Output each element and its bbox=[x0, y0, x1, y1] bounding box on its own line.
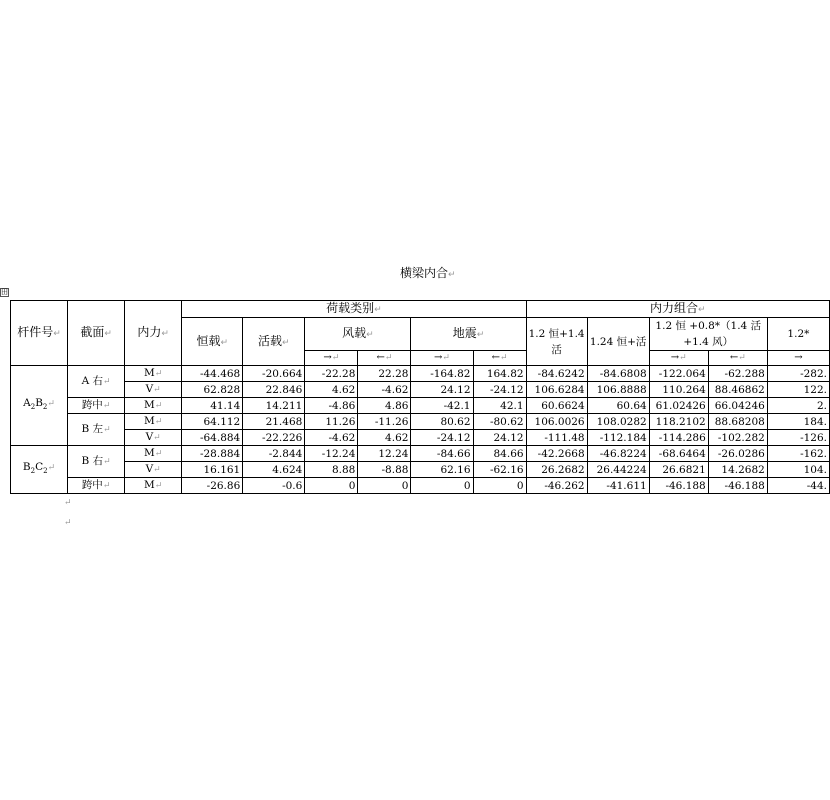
value-cell: 104. bbox=[767, 462, 829, 478]
value-cell: 122. bbox=[767, 382, 829, 398]
value-cell: 4.62 bbox=[305, 382, 358, 398]
paragraph-mark: ↵ bbox=[64, 518, 72, 528]
value-cell: 0 bbox=[411, 478, 473, 494]
value-cell: 22.846 bbox=[243, 382, 305, 398]
section-mid: 跨中↵ bbox=[68, 478, 125, 494]
value-cell: -122.064 bbox=[649, 366, 708, 382]
value-cell: 106.6284 bbox=[526, 382, 587, 398]
value-cell: -12.24 bbox=[305, 446, 358, 462]
value-cell: -46.188 bbox=[649, 478, 708, 494]
value-cell: -282. bbox=[767, 366, 829, 382]
value-cell: 24.12 bbox=[473, 430, 526, 446]
value-cell: -41.611 bbox=[587, 478, 649, 494]
value-cell: -8.88 bbox=[358, 462, 411, 478]
value-cell: 42.1 bbox=[473, 398, 526, 414]
value-cell: 14.2682 bbox=[708, 462, 767, 478]
value-cell: 61.02426 bbox=[649, 398, 708, 414]
force-cell: M↵ bbox=[125, 446, 182, 462]
value-cell: -84.6242 bbox=[526, 366, 587, 382]
value-cell: 12.24 bbox=[358, 446, 411, 462]
value-cell: 24.12 bbox=[411, 382, 473, 398]
value-cell: 41.14 bbox=[182, 398, 243, 414]
value-cell: -11.26 bbox=[358, 414, 411, 430]
header-wind: 风载↵ bbox=[305, 318, 411, 351]
value-cell: 21.468 bbox=[243, 414, 305, 430]
value-cell: 11.26 bbox=[305, 414, 358, 430]
value-cell: 60.6624 bbox=[526, 398, 587, 414]
section-b-right: B 右↵ bbox=[68, 446, 125, 478]
value-cell: -102.282 bbox=[708, 430, 767, 446]
header-comb4: 1.2* bbox=[767, 318, 829, 351]
value-cell: -28.884 bbox=[182, 446, 243, 462]
value-cell: 80.62 bbox=[411, 414, 473, 430]
force-cell: M↵ bbox=[125, 366, 182, 382]
value-cell: -44. bbox=[767, 478, 829, 494]
section-a-right: A 右↵ bbox=[68, 366, 125, 398]
value-cell: 88.68208 bbox=[708, 414, 767, 430]
value-cell: 108.0282 bbox=[587, 414, 649, 430]
value-cell: 2. bbox=[767, 398, 829, 414]
beam-force-table bbox=[10, 300, 830, 494]
header-live: 活载↵ bbox=[243, 318, 305, 366]
value-cell: 62.16 bbox=[411, 462, 473, 478]
comb3-right-arrow-icon: →↵ bbox=[649, 351, 708, 366]
paragraph-mark: ↵ bbox=[64, 498, 72, 508]
header-dead: 恒载↵ bbox=[182, 318, 243, 366]
value-cell: -84.6808 bbox=[587, 366, 649, 382]
force-cell: V↵ bbox=[125, 382, 182, 398]
value-cell: 164.82 bbox=[473, 366, 526, 382]
value-cell: -80.62 bbox=[473, 414, 526, 430]
value-cell: 0 bbox=[473, 478, 526, 494]
value-cell: -26.0286 bbox=[708, 446, 767, 462]
value-cell: -84.66 bbox=[411, 446, 473, 462]
value-cell: 110.264 bbox=[649, 382, 708, 398]
value-cell: -112.184 bbox=[587, 430, 649, 446]
header-load-type: 荷载类别↵ bbox=[182, 301, 526, 318]
value-cell: 26.2682 bbox=[526, 462, 587, 478]
value-cell: -26.86 bbox=[182, 478, 243, 494]
value-cell: -20.664 bbox=[243, 366, 305, 382]
header-comb3: 1.2 恒 +0.8*（1.4 活+1.4 风） bbox=[649, 318, 767, 351]
value-cell: 84.66 bbox=[473, 446, 526, 462]
table-row bbox=[11, 478, 830, 494]
table-row bbox=[11, 398, 830, 414]
wind-right-arrow-icon: →↵ bbox=[305, 351, 358, 366]
value-cell: 106.8888 bbox=[587, 382, 649, 398]
section-mid: 跨中↵ bbox=[68, 398, 125, 414]
header-seismic: 地震↵ bbox=[411, 318, 526, 351]
value-cell: 0 bbox=[358, 478, 411, 494]
comb3-left-arrow-icon: ←↵ bbox=[708, 351, 767, 366]
value-cell: -46.262 bbox=[526, 478, 587, 494]
table-title: 横梁内合↵ bbox=[400, 266, 456, 280]
force-cell: M↵ bbox=[125, 398, 182, 414]
header-force: 内力↵ bbox=[125, 301, 182, 366]
value-cell: -44.468 bbox=[182, 366, 243, 382]
value-cell: 0 bbox=[305, 478, 358, 494]
member-a2b2: $A_2B_2↵$ bbox=[11, 366, 68, 446]
value-cell: -46.188 bbox=[708, 478, 767, 494]
value-cell: 106.0026 bbox=[526, 414, 587, 430]
table-row bbox=[11, 366, 830, 382]
force-cell: M↵ bbox=[125, 414, 182, 430]
table-move-handle-icon[interactable]: 田 bbox=[1, 288, 8, 296]
value-cell: -68.6464 bbox=[649, 446, 708, 462]
value-cell: 184. bbox=[767, 414, 829, 430]
table-row bbox=[11, 430, 830, 446]
value-cell: 62.828 bbox=[182, 382, 243, 398]
wind-left-arrow-icon: ←↵ bbox=[358, 351, 411, 366]
value-cell: -42.1 bbox=[411, 398, 473, 414]
value-cell: -114.286 bbox=[649, 430, 708, 446]
value-cell: -4.62 bbox=[358, 382, 411, 398]
value-cell: -164.82 bbox=[411, 366, 473, 382]
table-row bbox=[11, 462, 830, 478]
value-cell: -24.12 bbox=[411, 430, 473, 446]
value-cell: 118.2102 bbox=[649, 414, 708, 430]
value-cell: 26.44224 bbox=[587, 462, 649, 478]
value-cell: -126. bbox=[767, 430, 829, 446]
value-cell: 4.62 bbox=[358, 430, 411, 446]
header-section: 截面↵ bbox=[68, 301, 125, 366]
value-cell: -2.844 bbox=[243, 446, 305, 462]
value-cell: -0.6 bbox=[243, 478, 305, 494]
seismic-right-arrow-icon: →↵ bbox=[411, 351, 473, 366]
value-cell: 64.112 bbox=[182, 414, 243, 430]
table-row bbox=[11, 414, 830, 430]
value-cell: 22.28 bbox=[358, 366, 411, 382]
value-cell: 60.64 bbox=[587, 398, 649, 414]
table-row bbox=[11, 382, 830, 398]
value-cell: 16.161 bbox=[182, 462, 243, 478]
value-cell: 88.46862 bbox=[708, 382, 767, 398]
value-cell: -64.884 bbox=[182, 430, 243, 446]
header-comb1: 1.2 恒+1.4 活 bbox=[526, 318, 587, 366]
force-cell: V↵ bbox=[125, 430, 182, 446]
value-cell: -162. bbox=[767, 446, 829, 462]
value-cell: 4.624 bbox=[243, 462, 305, 478]
value-cell: -4.62 bbox=[305, 430, 358, 446]
value-cell: -22.28 bbox=[305, 366, 358, 382]
value-cell: -22.226 bbox=[243, 430, 305, 446]
value-cell: 26.6821 bbox=[649, 462, 708, 478]
value-cell: -46.8224 bbox=[587, 446, 649, 462]
force-cell: M↵ bbox=[125, 478, 182, 494]
value-cell: -111.48 bbox=[526, 430, 587, 446]
section-b-left: B 左↵ bbox=[68, 414, 125, 446]
member-b2c2: $B_2C_2↵$ bbox=[11, 446, 68, 494]
value-cell: 8.88 bbox=[305, 462, 358, 478]
table-row bbox=[11, 446, 830, 462]
header-comb2: 1.24 恒+活 bbox=[587, 318, 649, 366]
value-cell: -62.288 bbox=[708, 366, 767, 382]
header-combination: 内力组合↵ bbox=[526, 301, 829, 318]
value-cell: -24.12 bbox=[473, 382, 526, 398]
value-cell: -62.16 bbox=[473, 462, 526, 478]
value-cell: 66.04246 bbox=[708, 398, 767, 414]
force-cell: V↵ bbox=[125, 462, 182, 478]
header-member: 杆件号↵ bbox=[11, 301, 68, 366]
value-cell: -4.86 bbox=[305, 398, 358, 414]
seismic-left-arrow-icon: ←↵ bbox=[473, 351, 526, 366]
value-cell: -42.2668 bbox=[526, 446, 587, 462]
comb4-right-arrow-icon: → bbox=[767, 351, 829, 366]
value-cell: 4.86 bbox=[358, 398, 411, 414]
value-cell: 14.211 bbox=[243, 398, 305, 414]
